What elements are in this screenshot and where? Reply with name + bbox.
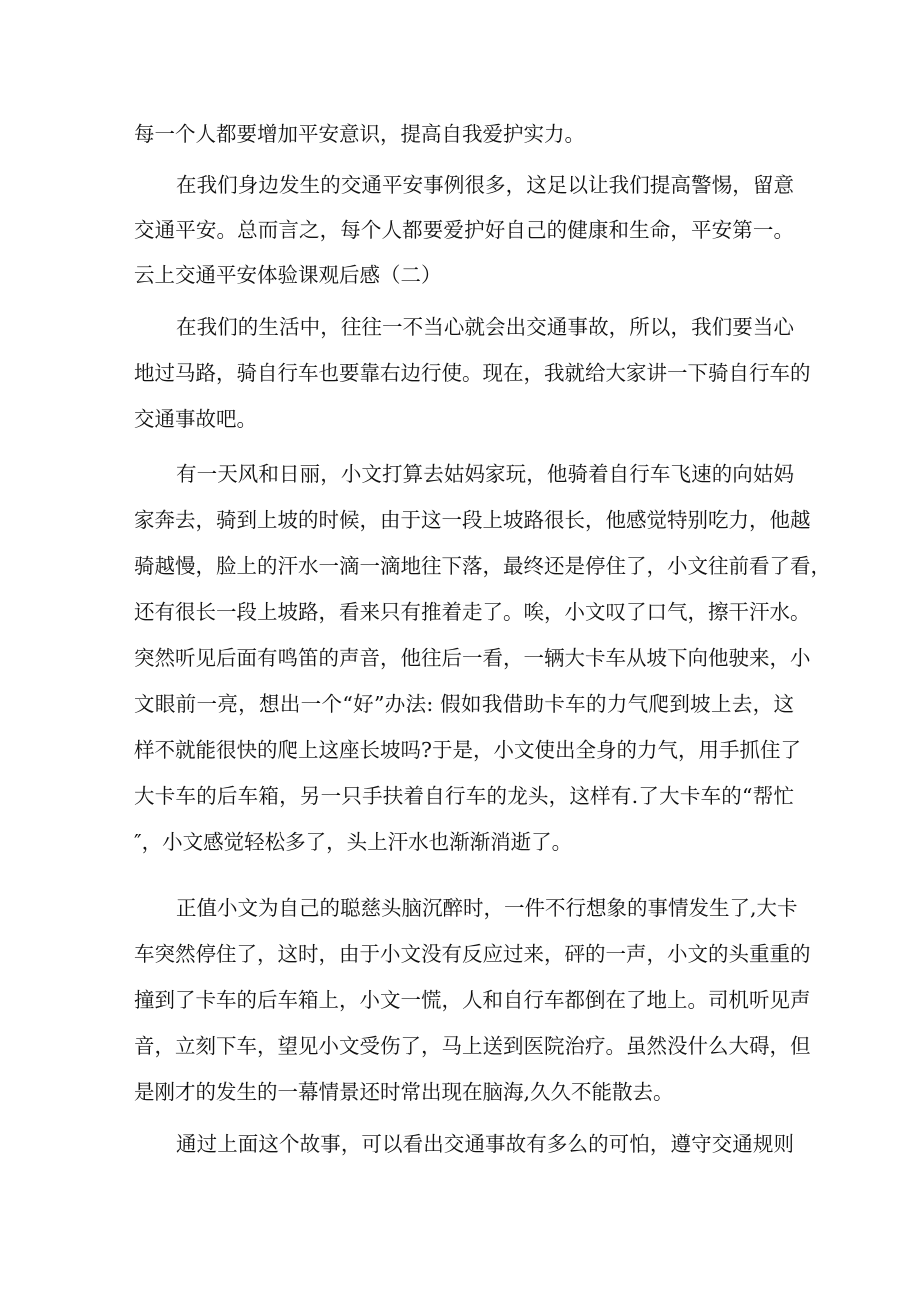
- text-line: 是刚才的发生的一幕情景还时常出现在脑海,久久不能散去。: [134, 1080, 674, 1104]
- text-line: 车突然停住了，这时，由于小文没有反应过来，砰的一声，小文的头重重的: [134, 942, 811, 966]
- text-line: 骑越慢，脸上的汗水一滴一滴地往下落，最终还是停住了，小文往前看了看，: [134, 554, 831, 578]
- text-line: 交通平安。总而言之，每个人都要爱护好自己的健康和生命，平安第一。: [134, 218, 794, 242]
- text-line: 音，立刻下车，望见小文受伤了，马上送到医院治疗。虽然没什么大碍，但: [134, 1034, 811, 1058]
- text-line: 文眼前一亮，想出一个“好”办法: 假如我借助卡车的力气爬到坡上去，这: [134, 692, 794, 716]
- text-line: 大卡车的后车箱，另一只手扶着自行车的龙头，这样有.了大卡车的“帮忙: [134, 784, 794, 808]
- section-heading: 云上交通平安体验课观后感（二）: [134, 263, 442, 287]
- text-line: 交通事故吧。: [134, 407, 257, 431]
- text-line: 突然听见后面有鸣笛的声音，他往后一看，一辆大卡车从坡下向他驶来，小: [134, 646, 811, 670]
- text-line: 还有很长一段上坡路，看来只有推着走了。唉，小文叹了口气，擦干汗水。: [134, 600, 811, 624]
- text-line: ″，小文感觉轻松多了，头上汗水也渐渐消逝了。: [134, 830, 573, 854]
- text-line: 有一天风和日丽，小文打算去姑妈家玩，他骑着自行车飞速的向姑妈: [176, 462, 794, 486]
- text-line: 正值小文为自己的聪慈头脑沉醉时，一件不行想象的事情发生了,大卡: [176, 896, 798, 920]
- text-line: 每一个人都要增加平安意识，提高自我爱护实力。: [134, 122, 585, 146]
- text-line: 通过上面这个故事，可以看出交通事故有多么的可怕，遵守交通规则: [176, 1132, 794, 1156]
- text-line: 在我们身边发生的交通平安事例很多，这足以让我们提高警惕，留意: [176, 173, 794, 197]
- text-line: 在我们的生活中，往往一不当心就会出交通事故，所以，我们要当心: [176, 315, 794, 339]
- text-line: 样不就能很快的爬上这座长坡吗?于是，小文使出全身的力气，用手抓住了: [134, 738, 801, 762]
- text-line: 撞到了卡车的后车箱上，小文一慌，人和自行车都倒在了地上。司机听见声: [134, 988, 811, 1012]
- text-line: 地过马路，骑自行车也要靠右边行使。现在，我就给大家讲一下骑自行车的: [134, 361, 811, 385]
- text-line: 家奔去，骑到上坡的时候，由于这一段上坡路很长，他感觉特别吃力，他越: [134, 508, 811, 532]
